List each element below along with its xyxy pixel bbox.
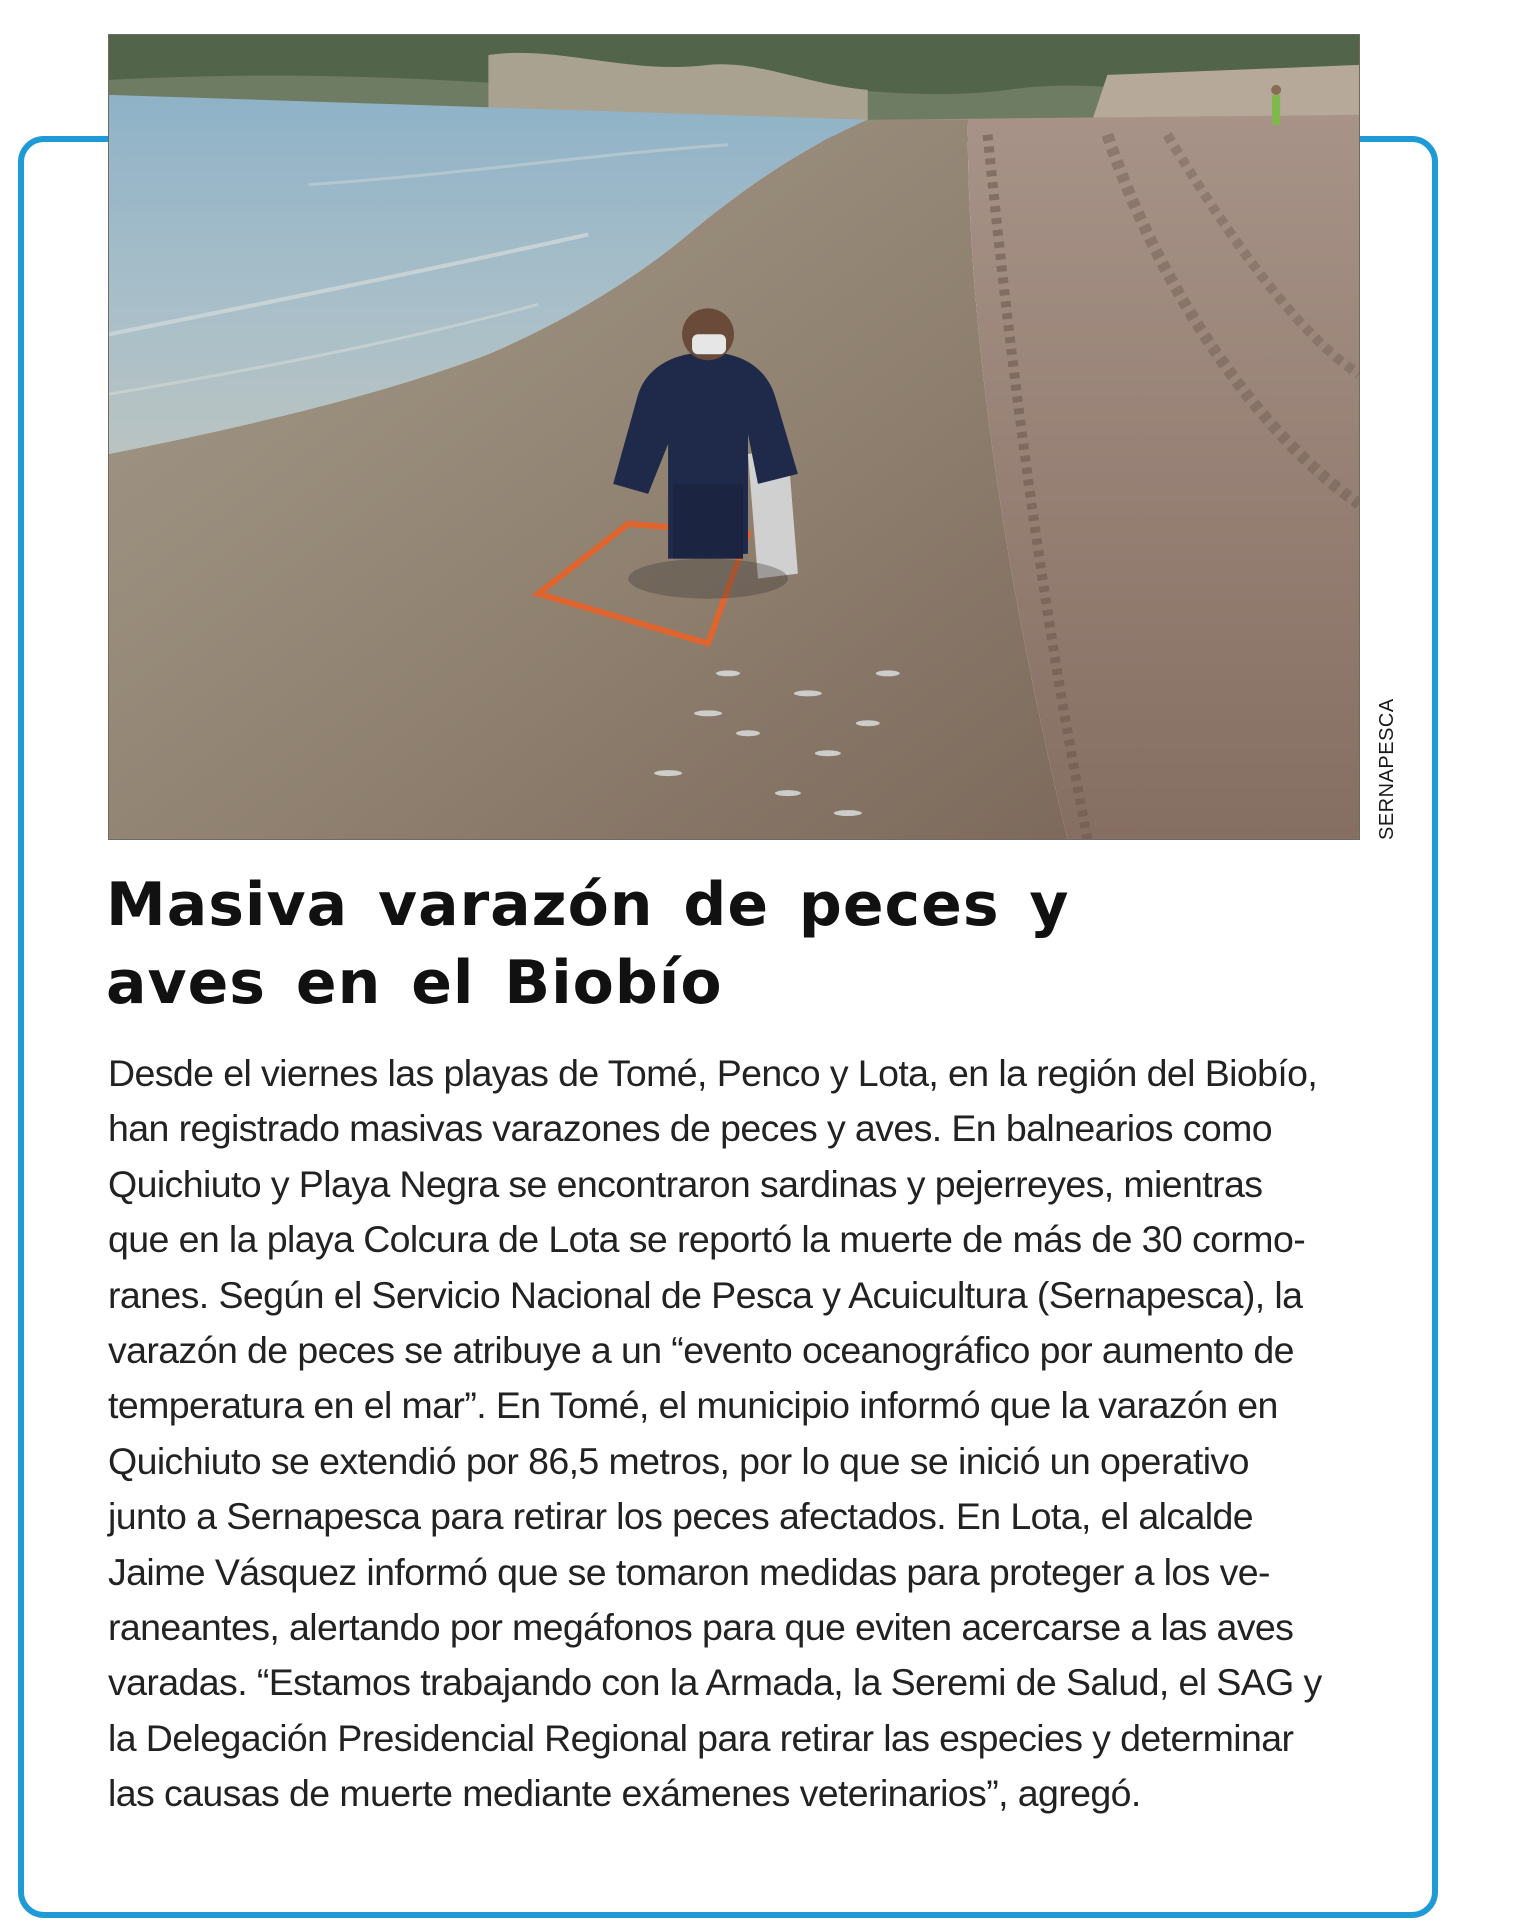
body-line: Desde el viernes las playas de Tomé, Penco y Lota, en la región del Biobío, [108, 1052, 1318, 1094]
headline [106, 866, 1306, 1022]
article-body [108, 1046, 1358, 1822]
body-line: que en la playa Colcura de Lota se reportó la muerte de más de 30 cormo- [108, 1218, 1306, 1261]
headline-line-1: Masiva varazón de peces y [106, 870, 1070, 940]
body-line: varazón de peces se atribuye a un “evento oceanográfico por aumento de [108, 1329, 1294, 1372]
headline-line-2: aves en el Biobío [106, 948, 723, 1018]
body-line: la Delegación Presidencial Regional para retirar las especies y determinar [108, 1716, 1294, 1759]
body-line: Quichiuto y Playa Negra se encontraron sardinas y pejerreyes, mientras [108, 1162, 1263, 1205]
body-line: temperatura en el mar”. En Tomé, el municipio informó que la varazón en [108, 1384, 1278, 1427]
beach-photo [108, 34, 1360, 840]
body-line: junto a Sernapesca para retirar los peces afectados. En Lota, el alcalde [108, 1495, 1254, 1538]
body-line: Jaime Vásquez informó que se tomaron medidas para proteger a los ve- [108, 1550, 1270, 1593]
body-line: han registrado masivas varazones de peces y aves. En balnearios como [108, 1107, 1273, 1150]
body-line: raneantes, alertando por megáfonos para que eviten acercarse a las aves [108, 1606, 1294, 1649]
body-line: ranes. Según el Servicio Nacional de Pesca y Acuicultura (Sernapesca), la [108, 1273, 1303, 1316]
body-line: varadas. “Estamos trabajando con la Armada, la Seremi de Salud, el SAG y [108, 1661, 1322, 1704]
photo-credit: SERNAPESCA [1376, 698, 1398, 840]
beach-photo-illustration [109, 35, 1359, 839]
body-line: las causas de muerte mediante exámenes veterinarios”, agregó. [108, 1772, 1141, 1815]
body-line: Quichiuto se extendió por 86,5 metros, por lo que se inició un operativo [108, 1439, 1249, 1482]
